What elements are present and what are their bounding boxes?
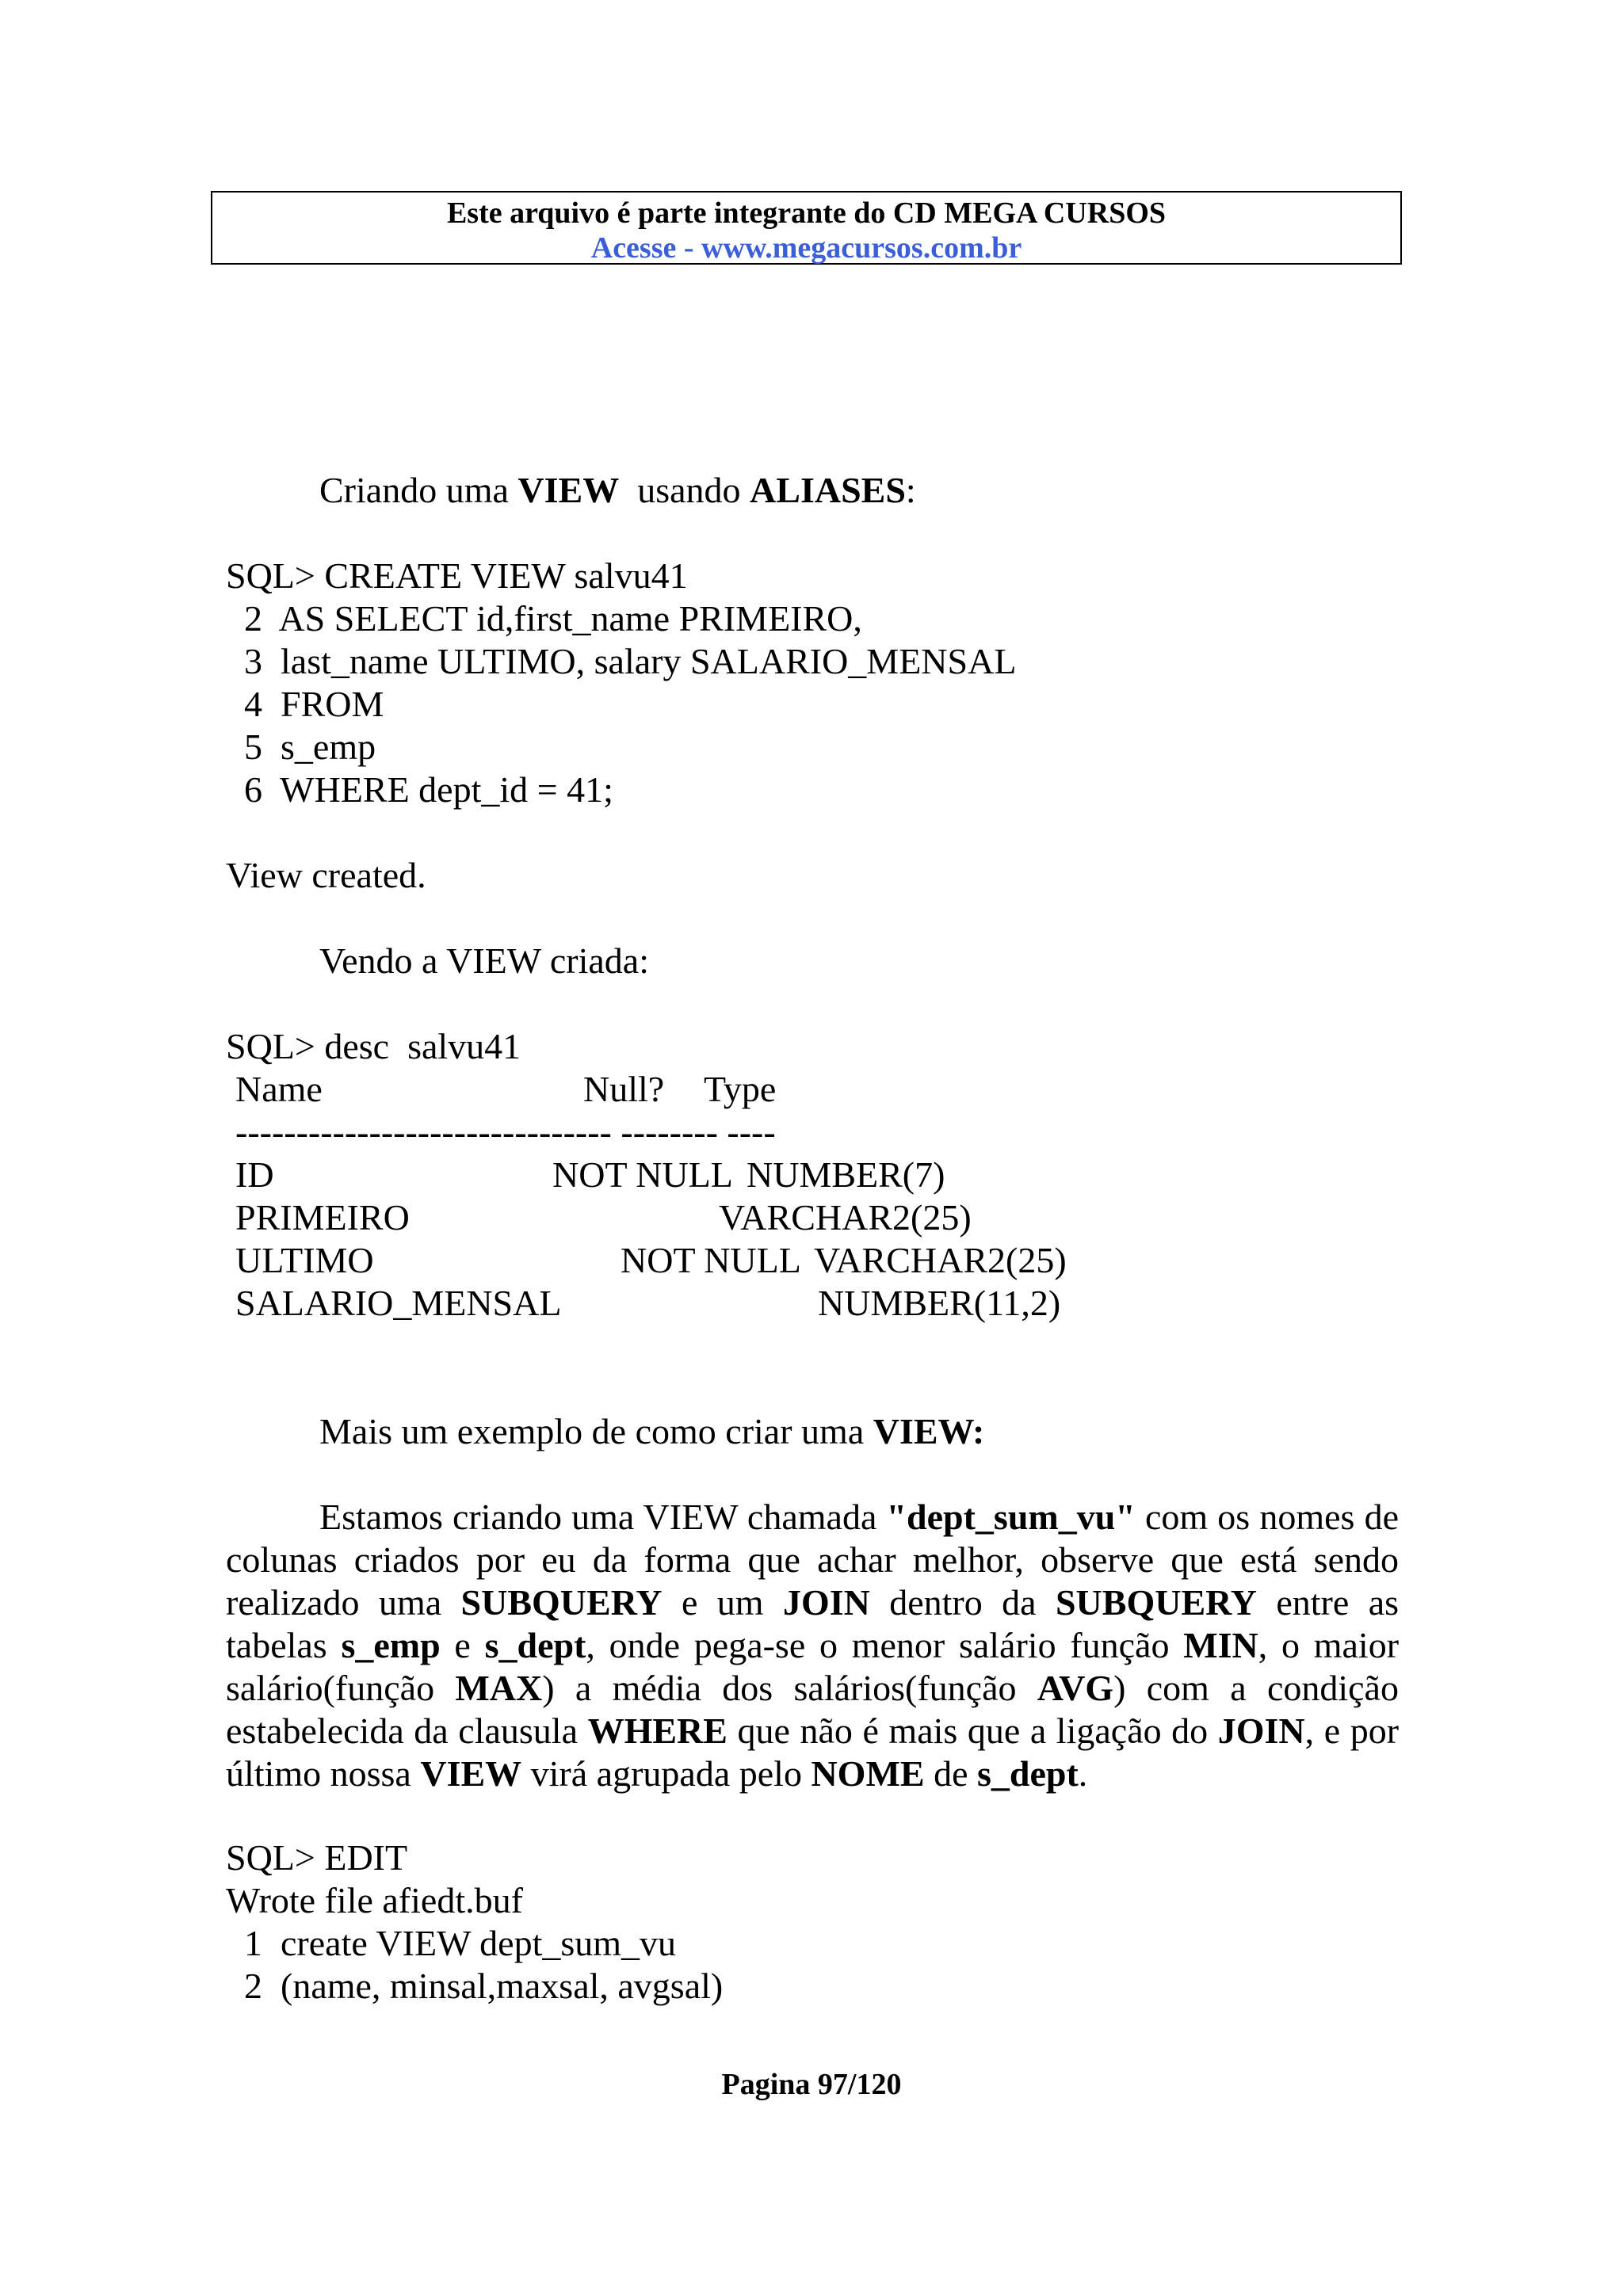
sql-line: 1 create VIEW dept_sum_vu — [226, 1923, 677, 1963]
heading-bold: VIEW: — [873, 1411, 985, 1451]
heading-bold: VIEW — [517, 470, 620, 510]
para-bold: JOIN — [782, 1582, 870, 1623]
para-bold: MAX — [455, 1668, 543, 1708]
page-number: Pagina 97/120 — [721, 2068, 902, 2101]
sql-line: 5 s_emp — [226, 727, 376, 767]
para-bold: "dept_sum_vu" — [886, 1497, 1136, 1537]
desc-separator: ------------------------------- -------- ---- — [235, 1112, 776, 1152]
desc-row-type: VARCHAR2(25) — [719, 1197, 972, 1238]
para-text: , o maior salário(função — [226, 1625, 1400, 1708]
sql-line: SQL> EDIT — [226, 1837, 408, 1878]
desc-command: SQL> desc salvu41 — [226, 1026, 521, 1066]
para-text: ) a média dos salários(função — [542, 1668, 1037, 1708]
sql-line: 2 AS SELECT id,first_name PRIMEIRO, — [226, 598, 862, 639]
para-text: virá agrupada pelo — [521, 1753, 812, 1794]
section-heading-desc: Vendo a VIEW criada: — [319, 940, 649, 981]
para-bold: SUBQUERY — [1055, 1582, 1257, 1623]
desc-col-null: Null? — [583, 1069, 665, 1109]
para-bold: s_emp — [341, 1625, 441, 1665]
para-text: e — [440, 1625, 485, 1665]
para-bold: s_dept — [976, 1753, 1079, 1794]
para-bold: AVG — [1037, 1668, 1114, 1708]
heading-text: Mais um exemplo de como criar uma — [319, 1411, 873, 1451]
explanation-paragraph — [226, 1496, 1399, 1795]
desc-row-null: NOT NULL — [552, 1154, 733, 1195]
para-bold: JOIN — [1217, 1711, 1305, 1751]
para-text: de — [924, 1753, 977, 1794]
para-text: que não é mais que a ligação do — [727, 1711, 1218, 1751]
para-text: , e por último nossa — [226, 1711, 1400, 1794]
para-text: Estamos criando uma VIEW chamada — [319, 1497, 887, 1537]
para-text: . — [1078, 1753, 1088, 1794]
para-bold: NOME — [811, 1753, 925, 1794]
heading-text: : — [905, 470, 916, 510]
para-bold: WHERE — [587, 1711, 727, 1751]
para-bold: VIEW — [420, 1753, 522, 1794]
heading-text: Criando uma — [319, 470, 518, 510]
desc-row-name: ID — [235, 1154, 274, 1195]
desc-row-type: NUMBER(11,2) — [818, 1283, 1061, 1323]
sql-line: 4 FROM — [226, 684, 384, 724]
para-bold: s_dept — [484, 1625, 586, 1665]
desc-row-null: NOT NULL — [621, 1240, 801, 1280]
desc-col-type: Type — [704, 1069, 777, 1109]
section-heading-aliases — [319, 469, 916, 512]
para-bold: SUBQUERY — [460, 1582, 663, 1623]
desc-row-name: SALARIO_MENSAL — [235, 1283, 562, 1323]
para-text: com os nomes de colunas criados por eu da forma que achar melhor, observe que está sendo realizado uma — [226, 1497, 1399, 1623]
header-title: Este arquivo é parte integrante do CD MEGA CURSOS — [446, 196, 1167, 230]
desc-row-name: ULTIMO — [235, 1240, 374, 1280]
desc-col-name: Name — [235, 1069, 323, 1109]
sql-line: SQL> CREATE VIEW salvu41 — [226, 555, 688, 596]
sql-line: 2 (name, minsal,maxsal, avgsal) — [226, 1966, 724, 2006]
desc-row-type: VARCHAR2(25) — [814, 1240, 1067, 1280]
para-text: dentro da — [869, 1582, 1056, 1623]
sql-line: 6 WHERE dept_id = 41; — [226, 769, 613, 810]
heading-bold: ALIASES — [750, 470, 906, 510]
para-text: entre as tabelas — [226, 1582, 1400, 1665]
desc-row-name: PRIMEIRO — [235, 1197, 410, 1238]
sql-result: View created. — [226, 855, 426, 895]
header-link[interactable]: Acesse - www.megacursos.com.br — [590, 231, 1022, 265]
sql-line: Wrote file afiedt.buf — [226, 1880, 523, 1920]
sql-line: 3 last_name ULTIMO, salary SALARIO_MENSAL — [226, 641, 1017, 681]
header-box — [211, 191, 1402, 265]
section-heading-example — [319, 1410, 984, 1453]
para-text: , onde pega-se o menor salário função — [586, 1625, 1184, 1665]
heading-text: usando — [619, 470, 750, 510]
para-bold: MIN — [1183, 1625, 1258, 1665]
para-text: ) com a condição estabelecida da clausula — [226, 1668, 1399, 1751]
para-text: e um — [662, 1582, 783, 1623]
desc-row-type: NUMBER(7) — [747, 1154, 945, 1195]
